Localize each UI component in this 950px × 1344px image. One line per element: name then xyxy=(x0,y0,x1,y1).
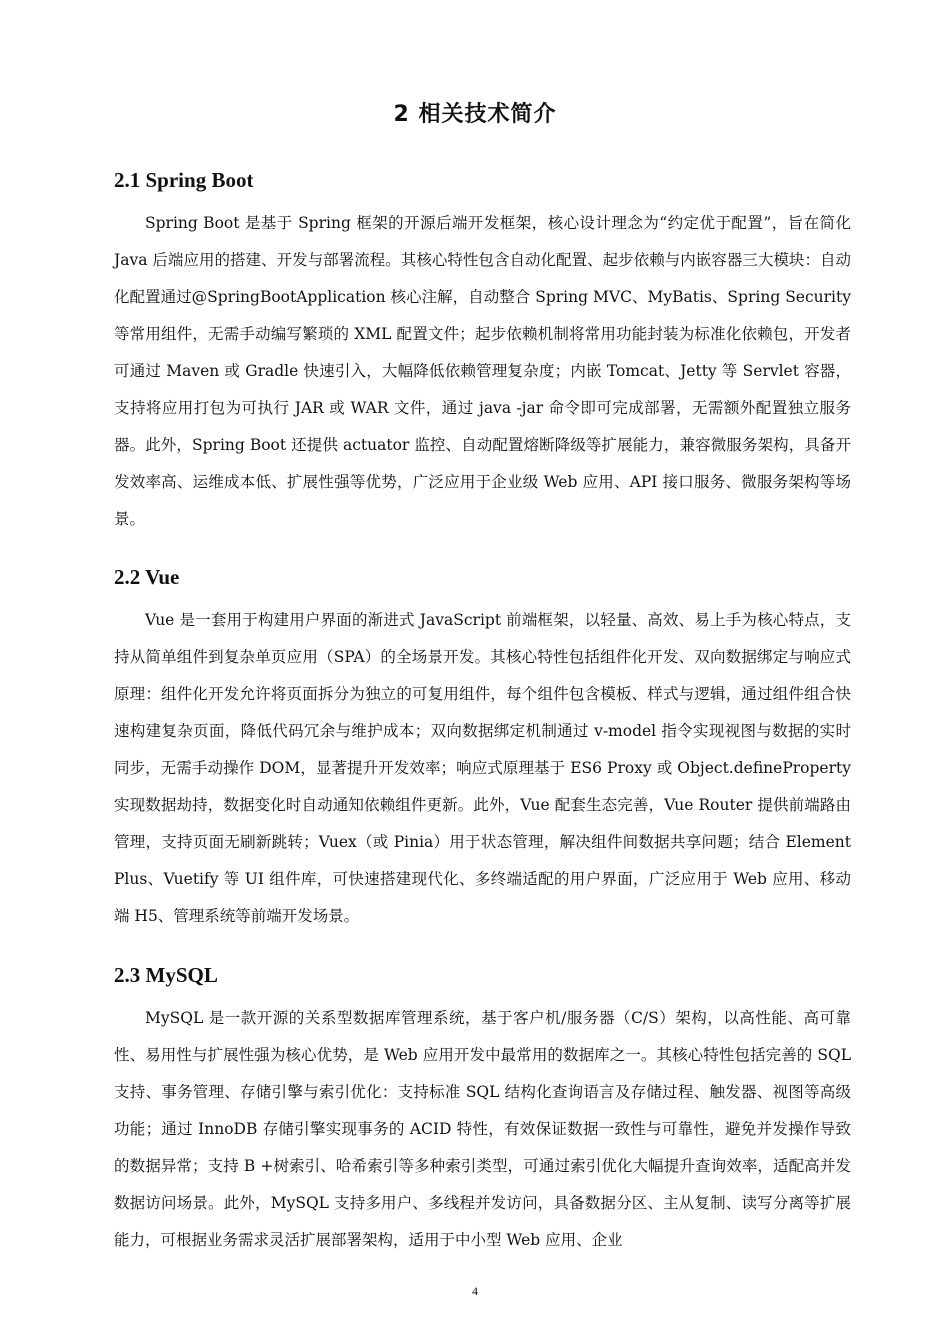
section-heading: 2.3 MySQL xyxy=(114,963,218,987)
section-heading: 2.2 Vue xyxy=(114,565,180,589)
section-paragraph: Spring Boot 是基于 Spring 框架的开源后端开发框架，核心设计理念为“约定优于配置”，旨在简化 Java 后端应用的搭建、开发与部署流程。其核心特性包含自动化配置、起步依赖与内嵌容器三大模块：自动化配置通过@SpringBootApplication 核心注解，自动整合 Spring MVC、MyBatis、Spring Security 等常用组件，无需手动编写繁琐的 XML 配置文件；起步依赖机制将常用功能封装为标准化依赖包，开发者可通过 Maven 或 Gradle 快速引入，大幅降低依赖管理复杂度；内嵌 Tomcat、Jetty 等 Servlet 容器，支持将应用打包为可执行 JAR 或 WAR 文件，通过 java -jar 命令即可完成部署，无需额外配置独立服务器。此外，Spring Boot 还提供 actuator 监控、自动配置熔断降级等扩展能力，兼容微服务架构，具备开发效率高、运维成本低、扩展性强等优势，广泛应用于企业级 Web 应用、API 接口服务、微服务架构等场景。 xyxy=(114,214,851,528)
section-paragraph: MySQL 是一款开源的关系型数据库管理系统，基于客户机/服务器（C/S）架构，以高性能、高可靠性、易用性与扩展性强为核心优势，是 Web 应用开发中最常用的数据库之一。其核心特性包括完善的 SQL 支持、事务管理、存储引擎与索引优化：支持标准 SQL 结构化查询语言及存储过程、触发器、视图等高级功能；通过 InnoDB 存储引擎实现事务的 ACID 特性，有效保证数据一致性与可靠性，避免并发操作导致的数据异常；支持 B +树索引、哈希索引等多种索引类型，可通过索引优化大幅提升查询效率，适配高并发数据访问场景。此外，MySQL 支持多用户、多线程并发访问，具备数据分区、主从复制、读写分离等扩展能力，可根据业务需求灵活扩展部署架构，适用于中小型 Web 应用、企业 xyxy=(114,1009,851,1249)
section-heading: 2.1 Spring Boot xyxy=(114,168,254,192)
page-number: 4 xyxy=(472,1284,478,1298)
section-mysql xyxy=(114,960,851,1259)
chapter-title: 2 相关技术简介 xyxy=(393,102,557,127)
section-spring-boot xyxy=(114,165,851,538)
section-paragraph: Vue 是一套用于构建用户界面的渐进式 JavaScript 前端框架，以轻量、高效、易上手为核心特点，支持从简单组件到复杂单页应用（SPA）的全场景开发。其核心特性包括组件化开发、双向数据绑定与响应式原理：组件化开发允许将页面拆分为独立的可复用组件，每个组件包含模板、样式与逻辑，通过组件组合快速构建复杂页面，降低代码冗余与维护成本；双向数据绑定机制通过 v-model 指令实现视图与数据的实时同步，无需手动操作 DOM，显著提升开发效率；响应式原理基于 ES6 Proxy 或 Object.defineProperty 实现数据劫持，数据变化时自动通知依赖组件更新。此外，Vue 配套生态完善，Vue Router 提供前端路由管理，支持页面无刷新跳转；Vuex（或 Pinia）用于状态管理，解决组件间数据共享问题；结合 Element Plus、Vuetify 等 UI 组件库，可快速搭建现代化、多终端适配的用户界面，广泛应用于 Web 应用、移动端 H5、管理系统等前端开发场景。 xyxy=(114,611,851,925)
section-vue xyxy=(114,562,851,935)
